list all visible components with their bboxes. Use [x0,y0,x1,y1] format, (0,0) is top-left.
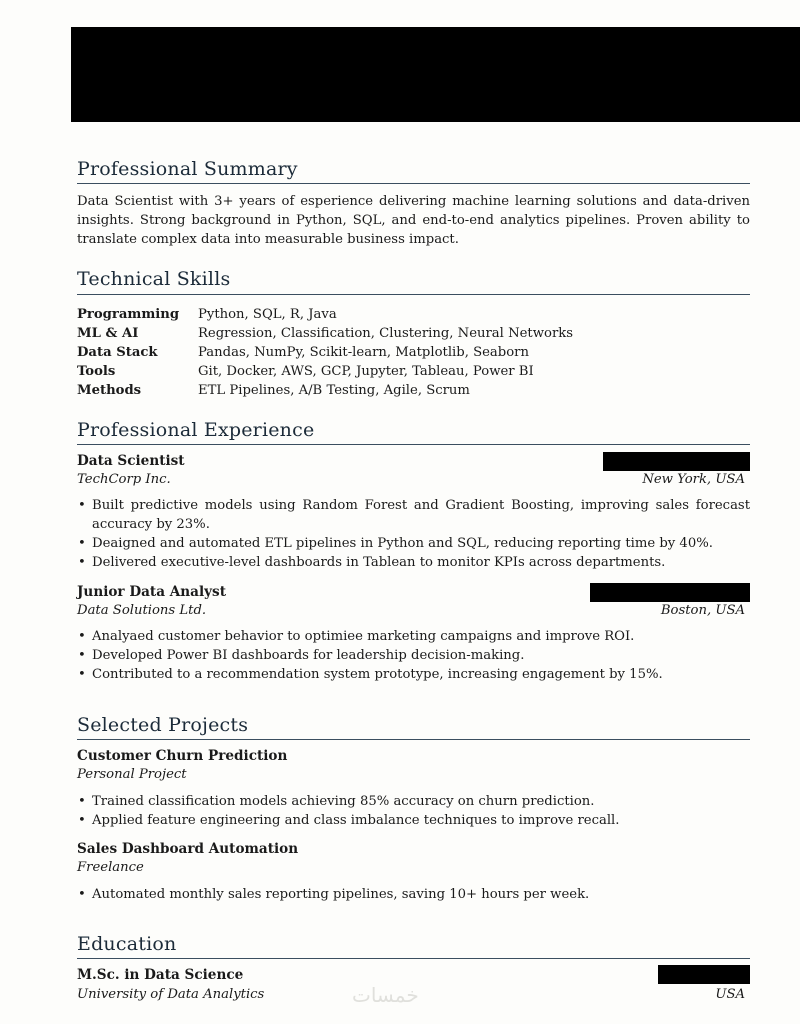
skill-key: Methods [77,383,142,398]
redacted-dates [603,452,750,471]
summary-title: Professional Summary [77,158,298,180]
redacted-header [71,27,800,122]
job-location: New York, USA [642,472,745,487]
school: University of Data Analytics [77,987,265,1002]
job-role: Junior Data Analyst [77,584,226,600]
project-bullets [77,792,750,830]
skill-value: Regression, Classification, Clustering, Neural Networks [198,326,574,341]
education-location: USA [715,987,745,1002]
list-item: • Built predictive models using Random Forest and Gradient Boosting, improving sales forecast accuracy by 23%. [77,496,750,534]
degree: M.Sc. in Data Science [77,967,244,983]
skills-title: Technical Skills [77,268,231,290]
skills-rule [77,294,750,295]
projects-title: Selected Projects [77,714,249,736]
list-item: • Analyaed customer behavior to optimiee marketing campaigns and improve ROI. [77,627,750,646]
skill-row [77,362,750,381]
project-name: Sales Dashboard Automation [77,841,299,857]
list-item: • Contributed to a recommendation system prototype, increasing engagement by 15%. [77,665,750,684]
redacted-dates [590,583,750,602]
list-item: • Applied feature engineering and class imbalance techniques to improve recall. [77,811,750,830]
watermark: خمسات [352,983,419,1007]
project-bullets [77,885,750,904]
skill-key: ML & AI [77,326,139,341]
education-title: Education [77,933,177,955]
skill-key: Programming [77,307,180,322]
project-name: Customer Churn Prediction [77,748,288,764]
job-org: TechCorp Inc. [77,472,171,487]
list-item: • Delivered executive-level dashboards in Tablean to monitor KPIs across departments. [77,553,750,572]
skill-row [77,324,750,343]
projects-rule [77,739,750,740]
skill-key: Data Stack [77,345,158,360]
skill-row [77,343,750,362]
list-item: • Developed Power BI dashboards for leadership decision-making. [77,646,750,665]
project-type: Freelance [77,860,144,875]
skill-value: Python, SQL, R, Java [198,307,337,322]
skill-value: Git, Docker, AWS, GCP, Jupyter, Tableau, Power BI [198,364,534,379]
summary-text: Data Scientist with 3+ years of esperience delivering machine learning solutions and data-driven insights. Strong background in Python, SQL, and end-to-end analytics pipelines. Proven ability to translate complex data into measurable business impact. [77,194,750,247]
experience-rule [77,444,750,445]
list-item: • Automated monthly sales reporting pipelines, saving 10+ hours per week. [77,885,750,904]
experience-title: Professional Experience [77,419,315,441]
education-rule [77,958,750,959]
skill-value: Pandas, NumPy, Scikit-learn, Matplotlib, Seaborn [198,345,529,360]
skills-table [77,305,750,400]
job-bullets [77,496,750,572]
summary-rule [77,183,750,184]
job-org: Data Solutions Ltd. [77,603,207,618]
skill-row [77,305,750,324]
redacted-dates [658,965,750,984]
skill-row [77,381,750,400]
job-location: Boston, USA [660,603,745,618]
list-item: • Trained classification models achieving 85% accuracy on churn prediction. [77,792,750,811]
skill-key: Tools [77,364,116,379]
project-type: Personal Project [77,767,187,782]
skill-value: ETL Pipelines, A/B Testing, Agile, Scrum [198,383,470,398]
job-bullets [77,627,750,684]
job-role: Data Scientist [77,453,185,469]
list-item: • Deaigned and automated ETL pipelines in Python and SQL, reducing reporting time by 40%. [77,534,750,553]
